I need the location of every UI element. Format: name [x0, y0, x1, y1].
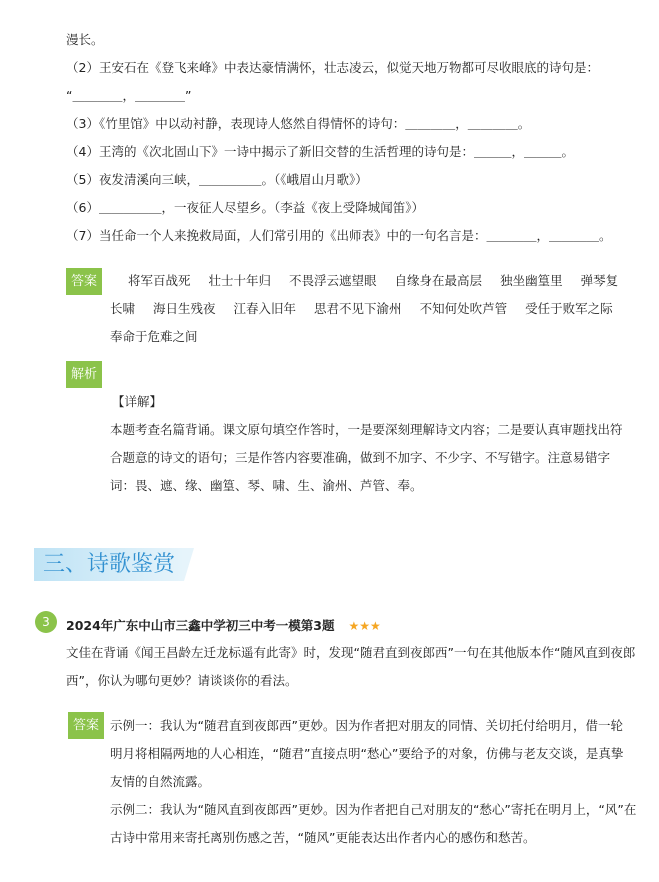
answer-row-1	[128, 273, 618, 289]
analysis-line-3: 词：畏、遮、缘、幽篁、琴、啸、生、渝州、芦管、奉。	[110, 478, 423, 493]
difficulty-stars: ★★★	[348, 619, 381, 633]
answer2-line-4: 示例二：我认为“随风直到夜郎西”更妙。因为作者把自己对朋友的“愁心”寄托在明月上，“风”在	[110, 802, 637, 817]
analysis-head: 【详解】	[112, 394, 163, 409]
answer-tag: 答案	[66, 268, 102, 295]
question-5: （5）夜发清溪向三峡，＿＿＿＿＿。（《峨眉山月歌》）	[66, 172, 368, 187]
answer-item: 将军百战死	[128, 273, 191, 288]
answer2-line-3: 友情的自然流露。	[110, 774, 211, 789]
answer-item: 受任于败军之际	[525, 301, 613, 316]
question-header	[66, 616, 381, 634]
answer-item: 不畏浮云遮望眼	[289, 273, 377, 288]
answer-item: 思君不见下渝州	[314, 301, 402, 316]
answer-item: 不知何处吹芦管	[419, 301, 508, 316]
question-2-blanks: “＿＿＿＿，＿＿＿＿”	[66, 88, 192, 103]
question-4: （4）王湾的《次北固山下》一诗中揭示了新旧交替的生活哲理的诗句是：＿＿＿，＿＿＿。	[66, 144, 574, 159]
answer2-line-5: 古诗中常用来寄托离别伤感之苦，“随风”更能表达出作者内心的感伤和愁苦。	[110, 830, 536, 845]
analysis-tag: 解析	[66, 361, 102, 388]
question-3: （3）《竹里馆》中以动衬静，表现诗人悠然自得情怀的诗句：＿＿＿＿，＿＿＿＿。	[66, 116, 531, 131]
answer2-line-2: 明月将相隔两地的人心相连，“随君”直接点明“愁心”要给予的对象，仿佛与老友交谈，是真挚	[110, 746, 624, 761]
answer-item: 壮士十年归	[208, 273, 272, 288]
question-6: （6）＿＿＿＿＿，一夜征人尽望乡。（李益《夜上受降城闻笛》）	[66, 200, 424, 215]
answer-item: 奉命于危难之间	[110, 329, 198, 344]
analysis-line-2: 合题意的诗文的语句；三是作答内容要准确，做到不加字、不少字、不写错字。注意易错字	[110, 450, 611, 465]
question-7: （7）当任命一个人来挽救局面，人们常引用的《出师表》中的一句名言是：＿＿＿＿，＿＿＿＿。	[66, 228, 612, 243]
question-body-2: 西”，你认为哪句更妙？请谈谈你的看法。	[66, 673, 298, 688]
question-number-badge: 3	[35, 611, 57, 633]
answer-item: 独坐幽篁里	[500, 273, 563, 288]
analysis-line-1: 本题考查名篇背诵。课文原句填空作答时，一是要深刻理解诗文内容；二是要认真审题找出符	[110, 422, 623, 437]
answer-item: 自缘身在最高层	[394, 273, 483, 288]
answer2-tag: 答案	[68, 712, 104, 739]
answer-item: 长啸	[110, 301, 136, 316]
question-2: （2）王安石在《登飞来峰》中表达豪情满怀，壮志凌云，似觉天地万物都可尽收眼底的诗句是：	[66, 60, 599, 75]
question-source: 2024年广东中山市三鑫中学初三中考一模第3题	[66, 618, 335, 633]
answer2-line-1: 示例一：我认为“随君直到夜郎西”更妙。因为作者把对朋友的同情、关切托付给明月，借一轮	[110, 718, 623, 733]
section-title: 三、诗歌鉴赏	[43, 552, 176, 577]
answer-item: 弹琴复	[580, 273, 619, 288]
answer-row-3	[110, 329, 198, 345]
top-line: 漫长。	[66, 32, 104, 47]
question-body-1: 文佳在背诵《闻王昌龄左迁龙标遥有此寄》时，发现“随君直到夜郎西”一句在其他版本作“随风直到夜郎	[66, 645, 636, 660]
answer-row-2	[110, 301, 613, 317]
answer-item: 海日生残夜	[153, 301, 216, 316]
answer-item: 江春入旧年	[233, 301, 297, 316]
